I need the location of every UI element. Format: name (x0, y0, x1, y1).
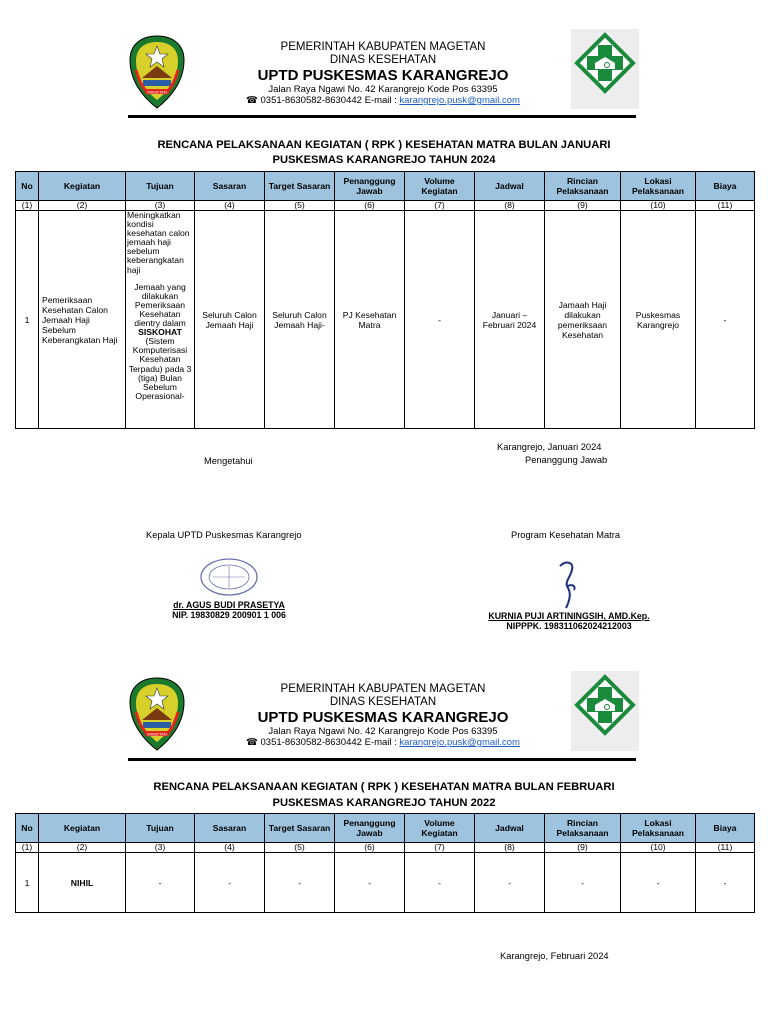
col-header: Sasaran (195, 172, 265, 201)
col-header: Jadwal (475, 814, 545, 843)
col-number: (4) (195, 843, 265, 853)
tujuan-paragraph-2b: (Sistem Komputerisasi Kesehatan Terpadu) pada 3 (tiga) Bulan Sebelum Operasional- (128, 336, 192, 401)
plan-subtitle-february: PUSKESMAS KARANGREJO TAHUN 2022 (272, 797, 496, 809)
puskesmas-logo (571, 29, 639, 109)
dept-name: DINAS KESEHATAN (329, 54, 437, 66)
table-row (16, 853, 755, 913)
address: Jalan Raya Ngawi No. 42 Karangrejo Kode Pos 63395 (268, 726, 498, 737)
svg-text:MAGETAN: MAGETAN (147, 731, 167, 737)
col-header: Penanggung Jawab (335, 172, 405, 201)
cell-lokasi: - (621, 853, 696, 913)
cell-jadwal: Januari – Februari 2024 (475, 211, 545, 429)
program-officer-name: KURNIA PUJI ARTININGSIH, AMD.Kep. (488, 611, 650, 621)
head-name: dr. AGUS BUDI PRASETYA (173, 600, 285, 610)
col-number: (2) (39, 201, 126, 211)
col-number: (4) (195, 201, 265, 211)
col-number: (2) (39, 843, 126, 853)
cell-pj: PJ Kesehatan Matra (335, 211, 405, 429)
col-header: Sasaran (195, 814, 265, 843)
col-number: (9) (545, 201, 621, 211)
col-number: (1) (16, 843, 39, 853)
uptd-name: UPTD PUSKESMAS KARANGREJO (257, 709, 509, 726)
cell-rincian: Jamaah Haji dilakukan pemeriksaan Kesehatan (545, 211, 621, 429)
head-role-label: Kepala UPTD Puskesmas Karangrejo (146, 530, 302, 540)
address: Jalan Raya Ngawi No. 42 Karangrejo Kode Pos 63395 (268, 84, 498, 95)
cell-lokasi: Puskesmas Karangrejo (621, 211, 696, 429)
col-number: (11) (696, 201, 755, 211)
col-header: No (16, 814, 39, 843)
col-header: Biaya (696, 814, 755, 843)
col-number: (6) (335, 843, 405, 853)
cell-sasaran: - (195, 853, 265, 913)
table-row (16, 211, 755, 429)
email-link[interactable]: karangrejo.pusk@gmail.com (399, 95, 520, 106)
col-number: (7) (405, 843, 475, 853)
col-number: (11) (696, 843, 755, 853)
cell-biaya: - (696, 853, 755, 913)
col-number: (8) (475, 201, 545, 211)
cell-target: - (265, 853, 335, 913)
program-officer-nip: NIPPPK. 198311062024212003 (506, 621, 632, 631)
program-role-label: Program Kesehatan Matra (511, 530, 621, 540)
puskesmas-logo (571, 671, 639, 751)
letterhead-rule (128, 115, 636, 118)
col-header: Tujuan (126, 814, 195, 843)
phone-text: 0351-8630582-8630442 E-mail : (260, 737, 397, 748)
col-header: Lokasi Pelaksanaan (621, 172, 696, 201)
cell-kegiatan: NIHIL (39, 853, 126, 913)
cell-tujuan: - (126, 853, 195, 913)
cell-no: 1 (16, 853, 39, 913)
place-date-february: Karangrejo, Februari 2024 (500, 951, 609, 961)
col-header: No (16, 172, 39, 201)
column-number-row (16, 201, 755, 211)
rpk-table-january (15, 171, 755, 429)
uptd-name: UPTD PUSKESMAS KARANGREJO (257, 67, 509, 84)
tujuan-paragraph-2a: Jemaah yang dilakukan Pemeriksaan Kesehatan dientry dalam (134, 281, 186, 329)
cell-tujuan (126, 211, 195, 429)
plan-subtitle-january: PUSKESMAS KARANGREJO TAHUN 2024 (272, 154, 496, 166)
dept-name: DINAS KESEHATAN (329, 696, 437, 708)
cell-target: Seluruh Calon Jemaah Haji- (265, 211, 335, 429)
col-number: (10) (621, 201, 696, 211)
rpk-table-february (15, 813, 755, 913)
col-number: (8) (475, 843, 545, 853)
col-number: (6) (335, 201, 405, 211)
tujuan-siskohat: SISKOHAT (138, 327, 182, 338)
cell-biaya: - (696, 211, 755, 429)
col-header: Kegiatan (39, 814, 126, 843)
plan-title-february: RENCANA PELAKSANAAN KEGIATAN ( RPK ) KESEHATAN MATRA BULAN FEBRUARI (153, 781, 615, 793)
col-header: Volume Kegiatan (405, 814, 475, 843)
col-number: (3) (126, 201, 195, 211)
cell-volume: - (405, 853, 475, 913)
col-header: Target Sasaran (265, 172, 335, 201)
magetan-regency-logo (126, 676, 188, 752)
gov-name: PEMERINTAH KABUPATEN MAGETAN (280, 41, 486, 53)
cell-kegiatan: Pemeriksaan Kesehatan Calon Jemaah Haji Sebelum Keberangkatan Haji (39, 211, 126, 429)
contact-line (188, 737, 578, 748)
place-date-january: Karangrejo, Januari 2024 (497, 442, 602, 452)
cell-pj: - (335, 853, 405, 913)
col-header: Target Sasaran (265, 814, 335, 843)
cell-rincian: - (545, 853, 621, 913)
col-header: Kegiatan (39, 172, 126, 201)
svg-text:MAGETAN: MAGETAN (147, 89, 167, 95)
col-number: (9) (545, 843, 621, 853)
cell-no: 1 (16, 211, 39, 429)
col-header: Rincian Pelaksanaan (545, 172, 621, 201)
signature (552, 556, 586, 610)
responsible-label: Penanggung Jawab (525, 455, 608, 465)
table-header-row (16, 814, 755, 843)
magetan-regency-logo (126, 34, 188, 110)
col-header: Rincian Pelaksanaan (545, 814, 621, 843)
phone-icon: ☎ (246, 737, 258, 748)
contact-line (188, 95, 578, 106)
plan-title-january: RENCANA PELAKSANAAN KEGIATAN ( RPK ) KESEHATAN MATRA BULAN JANUARI (157, 139, 611, 151)
col-number: (5) (265, 843, 335, 853)
gov-name: PEMERINTAH KABUPATEN MAGETAN (280, 683, 486, 695)
col-header: Biaya (696, 172, 755, 201)
email-link[interactable]: karangrejo.pusk@gmail.com (399, 737, 520, 748)
col-number: (10) (621, 843, 696, 853)
col-number: (7) (405, 201, 475, 211)
phone-icon: ☎ (246, 95, 258, 106)
col-header: Jadwal (475, 172, 545, 201)
col-header: Lokasi Pelaksanaan (621, 814, 696, 843)
col-number: (5) (265, 201, 335, 211)
col-number: (1) (16, 201, 39, 211)
cell-sasaran: Seluruh Calon Jemaah Haji (195, 211, 265, 429)
col-header: Tujuan (126, 172, 195, 201)
phone-text: 0351-8630582-8630442 E-mail : (260, 95, 397, 106)
official-stamp (199, 557, 259, 597)
cell-jadwal: - (475, 853, 545, 913)
column-number-row (16, 843, 755, 853)
acknowledged-label: Mengetahui (204, 456, 253, 466)
col-number: (3) (126, 843, 195, 853)
col-header: Volume Kegiatan (405, 172, 475, 201)
head-nip: NIP. 19830829 200901 1 006 (172, 610, 286, 620)
table-header-row (16, 172, 755, 201)
col-header: Penanggung Jawab (335, 814, 405, 843)
cell-volume: - (405, 211, 475, 429)
tujuan-paragraph-1: Meningkatkan kondisi kesehatan calon jemaah haji sebelum keberangkatan haji (127, 210, 190, 275)
letterhead-rule (128, 758, 636, 761)
